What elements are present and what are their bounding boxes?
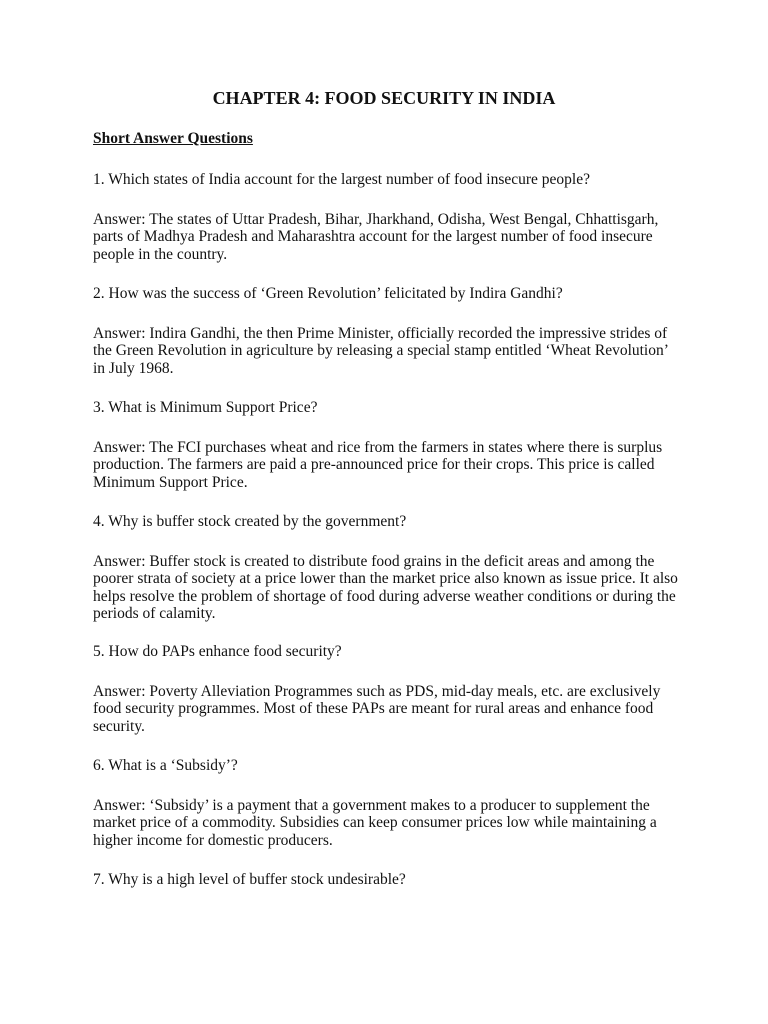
question-1	[93, 171, 683, 188]
question-2	[93, 285, 683, 302]
question-6	[93, 757, 683, 774]
question-text: 6. What is a ‘Subsidy’?	[93, 757, 238, 774]
answer-text: Answer: The FCI purchases wheat and rice from the farmers in states where there is surplus production. The farmers are paid a pre-announced price for their crops. This price is called Minimum Support Price.	[93, 439, 663, 491]
question-text: 1. Which states of India account for the largest number of food insecure people?	[93, 171, 590, 188]
question-text: 5. How do PAPs enhance food security?	[93, 643, 342, 660]
answer-1	[93, 211, 683, 263]
answer-text: Answer: Buffer stock is created to distribute food grains in the deficit areas and among the poorer strata of society at a price lower than the market price also known as issue price. It also helps resolve the problem of shortage of food during adverse weather conditions or during the periods of calamity.	[93, 553, 678, 623]
question-text: 4. Why is buffer stock created by the government?	[93, 513, 407, 530]
answer-5	[93, 683, 683, 735]
question-4	[93, 513, 683, 530]
question-5	[93, 643, 683, 660]
answer-text: Answer: ‘Subsidy’ is a payment that a government makes to a producer to supplement the market price of a commodity. Subsidies can keep consumer prices low while maintaining a higher income for domestic producers.	[93, 797, 657, 849]
answer-2	[93, 325, 683, 377]
question-text: 2. How was the success of ‘Green Revolution’ felicitated by Indira Gandhi?	[93, 285, 563, 302]
answer-text: Answer: Poverty Alleviation Programmes such as PDS, mid-day meals, etc. are exclusively food security programmes. Most of these PAPs are meant for rural areas and enhance food security.	[93, 683, 661, 735]
question-3	[93, 399, 683, 416]
answer-3	[93, 439, 683, 491]
page-title: CHAPTER 4: FOOD SECURITY IN INDIA	[212, 88, 556, 108]
question-text: 7. Why is a high level of buffer stock undesirable?	[93, 871, 406, 888]
answer-text: Answer: Indira Gandhi, the then Prime Minister, officially recorded the impressive strides of the Green Revolution in agriculture by releasing a special stamp entitled ‘Wheat Revolution’ in July 1968.	[93, 325, 668, 377]
question-text: 3. What is Minimum Support Price?	[93, 399, 318, 416]
question-7	[93, 871, 683, 888]
answer-6	[93, 797, 683, 849]
answer-text: Answer: The states of Uttar Pradesh, Bihar, Jharkhand, Odisha, West Bengal, Chhattisgarh, parts of Madhya Pradesh and Maharashtra account for the largest number of food insecure people in the country.	[93, 211, 659, 263]
section-heading: Short Answer Questions	[93, 130, 253, 147]
answer-4	[93, 553, 683, 623]
